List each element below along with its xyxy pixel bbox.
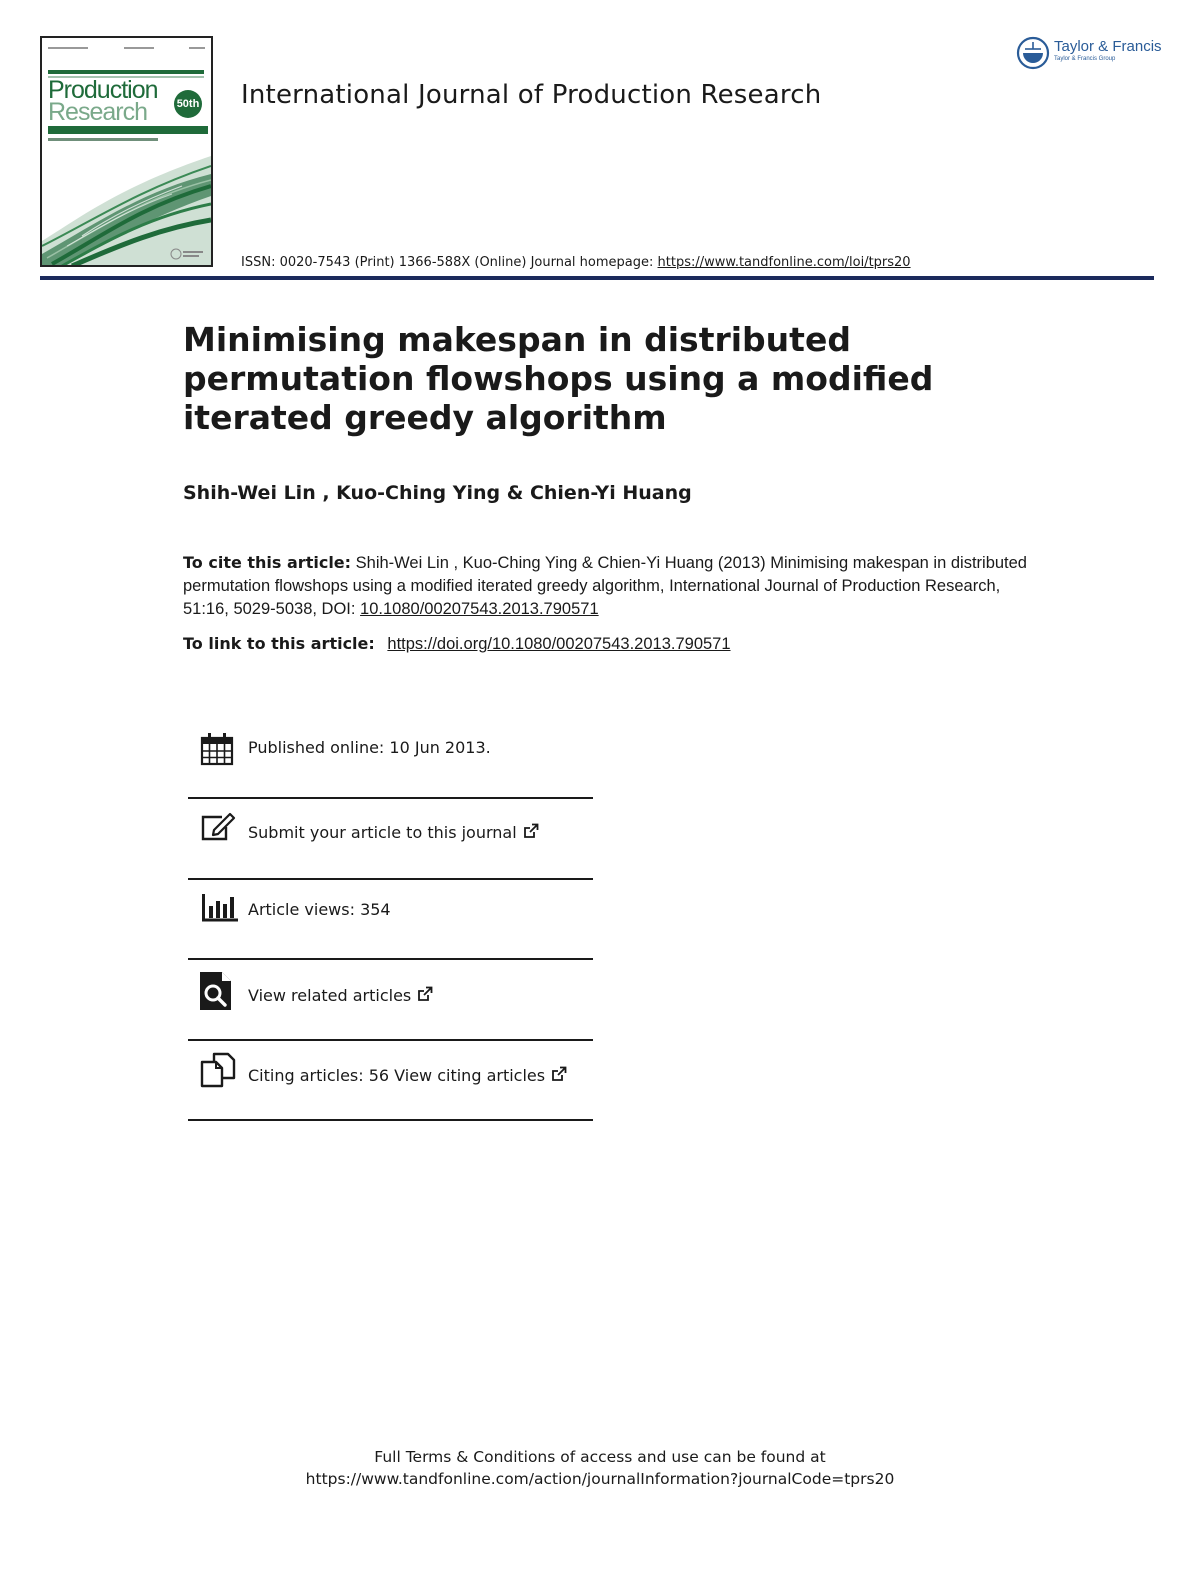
published-row [188,730,593,770]
journal-title: International Journal of Production Research [241,80,822,110]
publisher-logo-icon [1016,36,1050,70]
cover-subtitle-bar [48,126,208,134]
journal-cover-image [40,36,213,267]
article-link-label: To link to this article: [183,634,375,653]
issn-text: ISSN: 0020-7543 (Print) 1366-588X (Online) Journal homepage: [241,255,658,270]
citing-row[interactable] [188,1050,593,1094]
article-views: Article views: 354 [248,900,391,919]
related-articles-label: View related articles [248,986,412,1005]
cover-header-lines [48,47,205,53]
edit-icon [200,812,236,842]
cover-title-line1: Production [48,76,158,104]
publisher-logo-text: Taylor & Francis [1054,38,1162,55]
article-doi-link[interactable]: https://doi.org/10.1080/00207543.2013.790571 [387,635,731,653]
submit-row[interactable] [188,810,593,854]
publisher-logo-tagline: Taylor & Francis Group [1054,56,1116,62]
citing-articles-label: Citing articles: 56 View citing articles [248,1066,546,1085]
citing-articles-link[interactable] [248,1066,567,1085]
info-divider [188,1039,593,1041]
bar-chart-icon [200,894,238,922]
cover-title-line2: Research [48,98,147,126]
external-link-icon [417,986,433,1002]
footer-terms-text: Full Terms & Conditions of access and use can be found at [374,1448,826,1466]
article-title: Minimising makespan in distributed permutation flowshops using a modified iterated greedy algorithm [183,320,934,437]
calendar-icon [200,732,234,766]
related-row[interactable] [188,970,593,1014]
journal-homepage-link[interactable]: https://www.tandfonline.com/loi/tprs20 [657,255,911,270]
citation-block [183,551,1043,621]
publisher-logo [1016,36,1162,70]
cover-wave-graphic [42,146,211,266]
cover-editor-line [48,138,158,141]
citing-documents-icon [200,1052,236,1088]
submit-article-link[interactable] [248,823,539,842]
issn-line [241,255,911,270]
views-row [188,890,593,934]
footer-terms-link[interactable]: https://www.tandfonline.com/action/journalInformation?journalCode=tprs20 [305,1470,895,1488]
info-divider [188,958,593,960]
info-divider [188,1119,593,1121]
citation-text: Shih-Wei Lin , Kuo-Ching Ying & Chien-Yi Huang (2013) Minimising makespan in distributed permutation flowshops using a modified iterated greedy algorithm, International Journal of Production Research, 51:16, 5029-5038, DOI: [183,554,1027,618]
submit-article-label: Submit your article to this journal [248,823,517,842]
info-divider [188,797,593,799]
citation-label: To cite this article: [183,553,352,572]
citation-doi-link[interactable]: 10.1080/00207543.2013.790571 [360,600,599,618]
related-articles-link[interactable] [248,986,433,1005]
cover-anniversary-badge: 50th [174,90,202,118]
cover-band [48,70,204,74]
article-link-line [183,634,731,654]
document-search-icon [200,972,232,1010]
footer [0,1446,1200,1490]
article-authors: Shih-Wei Lin , Kuo-Ching Ying & Chien-Yi Huang [183,482,692,504]
external-link-icon [551,1066,567,1082]
header-rule [40,276,1154,280]
published-date: Published online: 10 Jun 2013. [248,738,491,757]
external-link-icon [523,823,539,839]
info-divider [188,878,593,880]
